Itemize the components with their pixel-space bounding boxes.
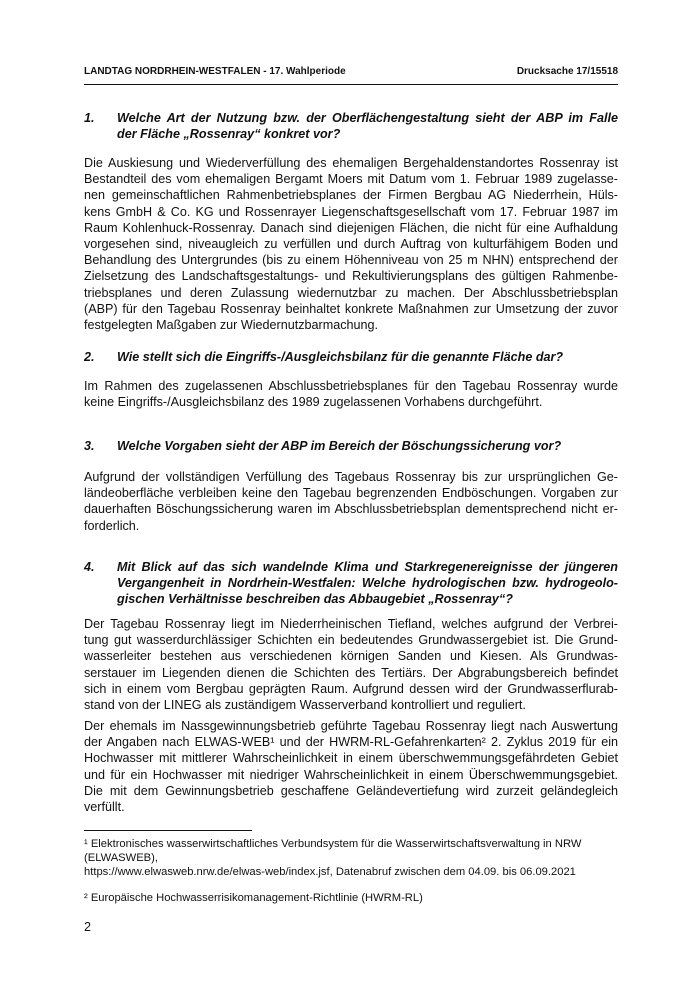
paragraph-line: Im Rahmen des zugelassenen Abschlussbetriebsplanes für den Tagebau Rossenray wurde	[84, 379, 618, 393]
paragraph-line: Der ehemals im Nassgewinnungsbetrieb geführte Tagebau Rossenray liegt nach Auswertung	[84, 719, 618, 733]
paragraph-line: Raum Kohlenhuck-Rossenray. Danach sind diejenigen Flächen, die nicht für eine Aufhaldung	[84, 220, 618, 235]
question-text	[117, 349, 618, 365]
question-line: Welche Vorgaben sieht der ABP im Bereich der Böschungssicherung vor?	[117, 439, 562, 453]
paragraph-line: triebsplanes und deren Zulassung wiedernutzbar zu machen. Der Abschlussbetriebsplan	[84, 285, 618, 300]
paragraph-line: Bestandteil des vom ehemaligen Bergamt Moers mit Datum vom 1. Februar 1989 zugelasse-	[84, 172, 618, 187]
paragraph-line: Der Tagebau Rossenray liegt im Niederrheinischen Tiefland, welches aufgrund der Verbrei-	[84, 617, 618, 631]
footnote-line: (ELWASWEB),	[84, 852, 158, 864]
question-line: gischen Verhältnisse beschreiben das Abbaugebiet „Rossenray“?	[117, 592, 513, 607]
paragraph-line: kens GmbH & Co. KG und Rossenrayer Liegenschaftsgesellschaft vom 17. Februar 1987 im	[84, 204, 618, 219]
question-number: 3.	[84, 439, 95, 453]
question-line: Welche Art der Nutzung bzw. der Oberflächengestaltung sieht der ABP im Falle	[117, 111, 618, 125]
paragraph-line: keine Eingriffs-/Ausgleichsbilanz des 1989 zugelassenen Vorhabens durchgeführt.	[84, 395, 543, 410]
question-number: 2.	[84, 350, 95, 364]
question-line: Mit Blick auf das sich wandelnde Klima und Starkregenereignisse der jüngeren	[117, 560, 618, 574]
paragraph-line: und für ein Hochwasser mit niedriger Wahrscheinlichkeit in einem Überschwemmungsgebiet.	[84, 767, 618, 782]
header-divider	[84, 84, 618, 85]
footnote-1	[84, 837, 618, 879]
question-line: Wie stellt sich die Eingriffs-/Ausgleichsbilanz für die genannte Fläche dar?	[117, 350, 564, 364]
paragraph-line: vorgesehen sind, niveaugleich zu verfüllen und durch Auftrag von kulturfähigem Boden und	[84, 236, 618, 251]
paragraph-line: nen gemeinschaftlichen Rahmenbetriebsplanes der Firmen Bergbau AG Niederrhein, Hüls-	[84, 188, 618, 203]
paragraph-line: sich in einem vom Bergbau geprägten Raum. Aufgrund dessen wird der Grundwasserflurab-	[84, 681, 618, 696]
header-title: LANDTAG NORDRHEIN-WESTFALEN - 17. Wahlperiode	[84, 66, 346, 77]
paragraph-line: Die mit dem Gewinnungsbetrieb geschaffene Geländevertiefung wird zurzeit geländegleich	[84, 783, 618, 798]
footnote-2	[84, 891, 618, 905]
footnote-url-line: https://www.elwasweb.nrw.de/elwas-web/index.jsf, Datenabruf zwischen dem 04.09. bis 06.09.2021	[84, 866, 576, 878]
answer-paragraph-2	[84, 378, 618, 410]
footnote-divider	[84, 830, 252, 831]
paragraph-line: dauerhaften Böschungssicherung waren im Abschlussbetriebsplan dementsprechend nicht er-	[84, 502, 618, 517]
answer-paragraph-3	[84, 469, 618, 534]
paragraph-line: ländeoberfläche verbleiben keine den Tagebau begrenzenden Endböschungen. Vorgaben zur	[84, 486, 618, 501]
question-text	[117, 110, 618, 142]
paragraph-line: festgelegten Maßgaben zur Wiedernutzbarmachung.	[84, 317, 379, 332]
page-number: 2	[84, 920, 92, 934]
paragraph-line: verfüllt.	[84, 799, 125, 814]
paragraph-line: Aufgrund der vollständigen Verfüllung des Tagebaus Rossenray bis zur ursprünglichen Ge-	[84, 470, 618, 484]
paragraph-line: wasserleiter bestehen aus verschiedenen körnigen Sanden und Kiesen. Als Grundwas-	[84, 649, 618, 664]
question-text	[117, 438, 618, 454]
paragraph-line: stand von der LINEG als zuständigem Wasserverband kontrolliert und reguliert.	[84, 697, 526, 712]
header-document-number: Drucksache 17/15518	[516, 66, 618, 77]
paragraph-line: tung gut wasserdurchlässiger Schichten ein bedeutendes Grundwassergebiet ist. Die Grund-	[84, 633, 618, 648]
question-number: 1.	[84, 111, 95, 125]
paragraph-line: Zielsetzung des Landschaftsgestaltungs- und Rekultivierungsplans des gültigen Rahmenbe-	[84, 269, 618, 284]
paragraph-line: Behandlung des Untergrundes (bis zu einem Höhenniveau von 25 m NHN) entsprechend der	[84, 253, 618, 268]
footnote-line: ¹ Elektronisches wasserwirtschaftliches Verbundsystem für die Wasserwirtschaftsverwaltung in NRW	[84, 838, 582, 850]
question-number: 4.	[84, 560, 95, 574]
paragraph-line: der Angaben nach ELWAS-WEB¹ und der HWRM-RL-Gefahrenkarten² 2. Zyklus 2019 für ein	[84, 735, 618, 750]
paragraph-line: Die Auskiesung und Wiederverfüllung des ehemaligen Bergehaldenstandortes Rossenray ist	[84, 156, 618, 170]
question-line: Vergangenheit in Nordrhein-Westfalen: Welche hydrologischen bzw. hydrogeolo-	[117, 576, 618, 591]
answer-paragraph-4b	[84, 718, 618, 815]
answer-paragraph-4a	[84, 616, 618, 713]
question-text	[117, 559, 618, 608]
paragraph-line: serstauer im Liegenden dienen die Schichten des Tertiärs. Der Abgrabungsbereich befindet	[84, 665, 618, 680]
paragraph-line: Hochwasser mit mittlerer Wahrscheinlichkeit in einem überschwemmungsgefährdeten Gebiet	[84, 751, 618, 766]
answer-paragraph-1	[84, 155, 618, 333]
paragraph-line: (ABP) für den Tagebau Rossenray beinhaltet konkrete Maßnahmen zur Umsetzung der zuvor	[84, 301, 618, 316]
paragraph-line: forderlich.	[84, 518, 140, 533]
question-line: der Fläche „Rossenray“ konkret vor?	[117, 127, 341, 142]
footnote-line: ² Europäische Hochwasserrisikomanagement-Richtlinie (HWRM-RL)	[84, 892, 423, 904]
